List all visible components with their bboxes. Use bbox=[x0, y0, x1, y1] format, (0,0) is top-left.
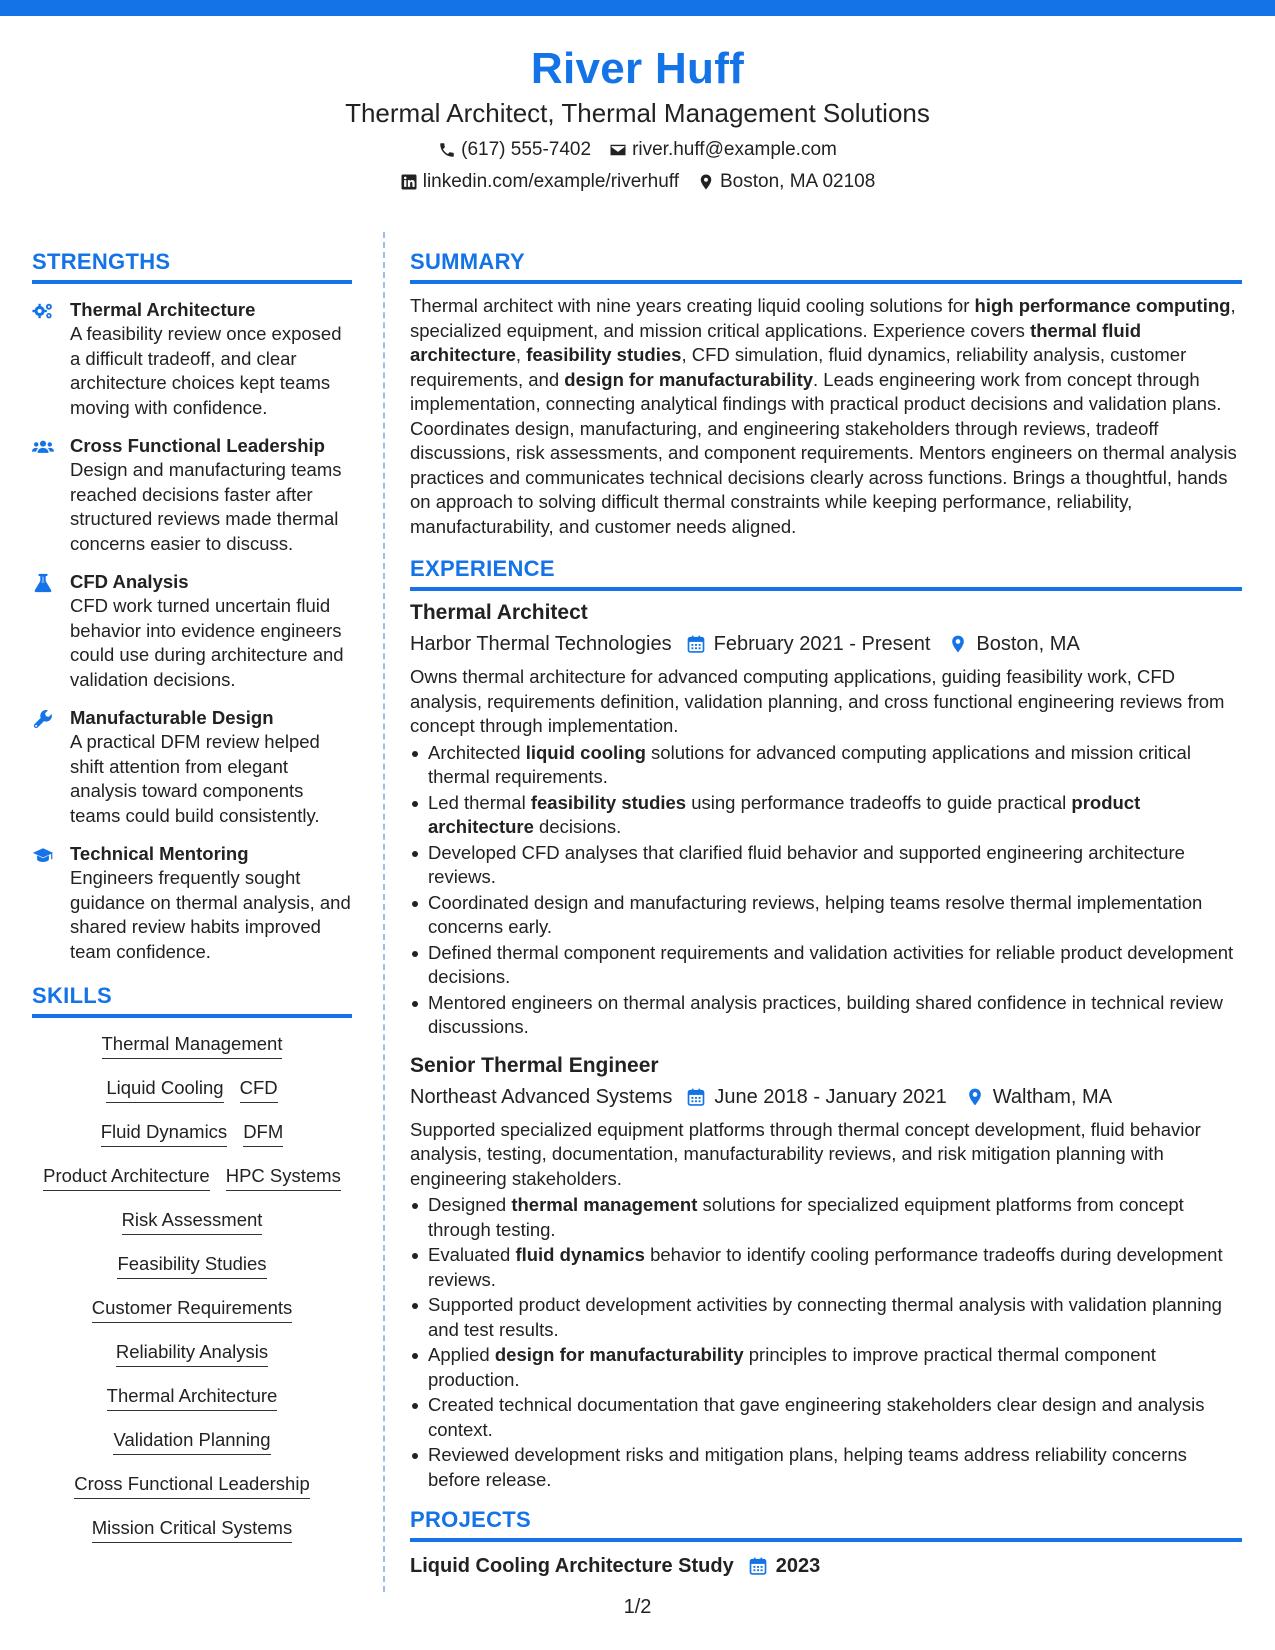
strength-body bbox=[70, 298, 352, 420]
strength-item bbox=[32, 434, 352, 556]
skill-tag: Thermal Architecture bbox=[107, 1384, 278, 1411]
bullet-item: Led thermal feasibility studies using performance tradeoffs to guide practical product architecture decisions. bbox=[410, 791, 1242, 840]
job-bullets bbox=[410, 1193, 1242, 1492]
skill-tag: Mission Critical Systems bbox=[92, 1516, 292, 1543]
bullet-bold: thermal management bbox=[511, 1194, 698, 1215]
job-dates bbox=[686, 629, 931, 659]
calendar-icon bbox=[686, 634, 706, 654]
summary-bold: design for manufacturability bbox=[564, 368, 814, 390]
project-year: 2023 bbox=[775, 1555, 821, 1577]
column-divider bbox=[383, 232, 385, 1592]
strength-desc: Design and manufacturing teams reached decisions faster after structured reviews made thermal concerns easier to discuss. bbox=[70, 459, 342, 554]
skill-row bbox=[32, 1384, 352, 1411]
summary-text: Thermal architect with nine years creating liquid cooling solutions for high performance computing, specialized equipment, and mission critical applications. Experience covers thermal fluid architecture, feasibility studies, CFD simulation, fluid dynamics, reliability analysis, customer requirements, and design for manufacturability. Leads engineering work from concept through implementation, connecting analytical findings with practical product decisions and validation plans. Coordinates design, manufacturing, and engineering stakeholders through reviews, tradeoff discussions, risk assessments, and component requirements. Mentors engineers on thermal analysis practices and communicates technical decisions clearly across functions. Brings a thoughtful, hands on approach to solving difficult thermal constraints while keeping performance, reliability, manufacturability, and customer needs aligned. bbox=[410, 295, 1237, 537]
strength-body bbox=[70, 434, 352, 556]
projects-heading: PROJECTS bbox=[410, 1506, 1242, 1542]
bullet-bold: design for manufacturability bbox=[494, 1344, 744, 1365]
job-entry bbox=[410, 1052, 1242, 1493]
project-entry bbox=[410, 1552, 1242, 1580]
users-icon bbox=[32, 434, 70, 556]
linkedin-contact[interactable] bbox=[400, 170, 679, 194]
skill-tag: CFD bbox=[240, 1076, 278, 1103]
candidate-name: River Huff bbox=[530, 44, 745, 93]
summary-bold: thermal fluid architecture bbox=[410, 319, 1142, 365]
bullet-item: Developed CFD analyses that clarified fluid behavior and supported engineering architecture reviews. bbox=[410, 841, 1242, 890]
location-contact bbox=[697, 170, 875, 194]
job-location-text: Boston, MA bbox=[976, 633, 1080, 655]
skill-tag: DFM bbox=[243, 1120, 283, 1147]
strength-item bbox=[32, 570, 352, 692]
bullet-item: Evaluated fluid dynamics behavior to identify cooling performance tradeoffs during development reviews. bbox=[410, 1243, 1242, 1292]
strength-desc: A practical DFM review helped shift attention from elegant analysis toward components teams could build consistently. bbox=[70, 731, 320, 826]
job-dates-text: February 2021 - Present bbox=[713, 633, 931, 655]
job-meta bbox=[410, 1082, 1242, 1112]
skill-tag: HPC Systems bbox=[226, 1164, 341, 1191]
bullet-bold: liquid cooling bbox=[525, 741, 646, 763]
email-text[interactable]: river.huff@example.com bbox=[632, 139, 837, 160]
job-description: Supported specialized equipment platforms through thermal concept development, fluid behavior analysis, testing, documentation, manufacturability reviews, and risk mitigation planning with engineering stakeholders. bbox=[410, 1118, 1201, 1189]
skill-row bbox=[32, 1428, 352, 1455]
page-number: 1/2 bbox=[623, 1596, 652, 1618]
skills-heading: SKILLS bbox=[32, 982, 352, 1018]
wrench-icon bbox=[32, 706, 70, 828]
bullet-item: Defined thermal component requirements and validation activities for reliable product development decisions. bbox=[410, 941, 1242, 990]
job-title: Senior Thermal Engineer bbox=[410, 1053, 659, 1077]
job-entry bbox=[410, 599, 1242, 1040]
resume-header bbox=[0, 44, 1275, 194]
bullet-item: Architected liquid cooling solutions for advanced computing applications and mission critical thermal requirements. bbox=[410, 741, 1242, 790]
strength-desc: A feasibility review once exposed a difficult tradeoff, and clear architecture choices kept teams moving with confidence. bbox=[70, 323, 342, 418]
skill-tag: Fluid Dynamics bbox=[101, 1120, 227, 1147]
summary-bold: feasibility studies bbox=[526, 344, 682, 365]
skill-row bbox=[32, 1120, 352, 1147]
skill-tag: Liquid Cooling bbox=[106, 1076, 223, 1103]
job-description: Owns thermal architecture for advanced computing applications, guiding feasibility work, CFD analysis, requirements definition, validation planning, and cross functional engineering reviews from concept through implementation. bbox=[410, 666, 1225, 736]
project-title: Liquid Cooling Architecture Study bbox=[410, 1555, 734, 1577]
linkedin-icon bbox=[400, 173, 418, 191]
strengths-heading: STRENGTHS bbox=[32, 248, 352, 284]
strengths-list bbox=[32, 298, 352, 964]
summary-heading: SUMMARY bbox=[410, 248, 1242, 284]
job-title: Thermal Architect bbox=[410, 601, 588, 624]
left-column bbox=[32, 248, 352, 1560]
skill-row bbox=[32, 1208, 352, 1235]
map-pin-icon bbox=[697, 173, 715, 191]
strength-body bbox=[70, 706, 352, 828]
skill-row bbox=[32, 1076, 352, 1103]
skill-row bbox=[32, 1340, 352, 1367]
skill-row bbox=[32, 1516, 352, 1543]
phone-icon bbox=[438, 141, 456, 159]
bullet-item: Created technical documentation that gave engineering stakeholders clear design and analysis context. bbox=[410, 1393, 1242, 1442]
candidate-title: Thermal Architect, Thermal Management Solutions bbox=[345, 98, 930, 128]
skill-row bbox=[32, 1472, 352, 1499]
skill-tag: Risk Assessment bbox=[122, 1208, 263, 1235]
skill-tag: Customer Requirements bbox=[92, 1296, 293, 1323]
job-dates-text: June 2018 - January 2021 bbox=[714, 1085, 947, 1108]
skill-row bbox=[32, 1164, 352, 1191]
flask-icon bbox=[32, 570, 70, 692]
gears-icon bbox=[32, 298, 70, 420]
skill-tag: Reliability Analysis bbox=[116, 1340, 268, 1367]
bullet-item: Mentored engineers on thermal analysis practices, building shared confidence in technical review discussions. bbox=[410, 991, 1242, 1040]
company-name: Harbor Thermal Technologies bbox=[410, 633, 672, 655]
skill-tag: Cross Functional Leadership bbox=[74, 1472, 310, 1499]
bullet-bold: feasibility studies bbox=[530, 791, 687, 813]
strength-body bbox=[70, 570, 352, 692]
strength-item bbox=[32, 706, 352, 828]
strength-item bbox=[32, 842, 352, 964]
bullet-item: Designed thermal management solutions for specialized equipment platforms from concept through testing. bbox=[410, 1193, 1242, 1242]
skill-row bbox=[32, 1296, 352, 1323]
calendar-icon bbox=[686, 1087, 706, 1107]
job-location-text: Waltham, MA bbox=[992, 1085, 1113, 1108]
job-bullets bbox=[410, 741, 1242, 1040]
job-location bbox=[948, 629, 1079, 659]
job-dates bbox=[686, 1082, 946, 1112]
company-name: Northeast Advanced Systems bbox=[410, 1085, 673, 1108]
graduation-cap-icon bbox=[32, 842, 70, 964]
map-pin-icon bbox=[948, 634, 968, 654]
skill-row bbox=[32, 1252, 352, 1279]
email-contact[interactable] bbox=[609, 138, 837, 162]
contact-row-2 bbox=[0, 170, 1275, 194]
bullet-item: Coordinated design and manufacturing reviews, helping teams resolve thermal implementation concerns early. bbox=[410, 891, 1242, 940]
phone-contact bbox=[438, 138, 591, 162]
linkedin-text[interactable]: linkedin.com/example/riverhuff bbox=[422, 171, 679, 192]
bullet-item: Applied design for manufacturability principles to improve practical thermal component production. bbox=[410, 1343, 1242, 1392]
location-text: Boston, MA 02108 bbox=[720, 171, 876, 192]
strength-item bbox=[32, 298, 352, 420]
contact-row-1 bbox=[0, 138, 1275, 162]
map-pin-icon bbox=[965, 1087, 985, 1107]
summary-bold: high performance computing bbox=[974, 295, 1231, 316]
skill-row bbox=[32, 1032, 352, 1059]
strength-desc: CFD work turned uncertain fluid behavior into evidence engineers could use during architecture and validation decisions. bbox=[70, 595, 344, 690]
strength-title: Cross Functional Leadership bbox=[70, 435, 325, 456]
calendar-icon bbox=[748, 1556, 768, 1576]
strength-title: Thermal Architecture bbox=[70, 299, 256, 320]
skill-tag: Product Architecture bbox=[43, 1164, 210, 1191]
top-accent-bar bbox=[0, 0, 1275, 16]
strength-body bbox=[70, 842, 352, 964]
right-column bbox=[410, 248, 1242, 1580]
strength-title: Technical Mentoring bbox=[70, 843, 249, 864]
strength-title: Manufacturable Design bbox=[70, 707, 274, 728]
strength-desc: Engineers frequently sought guidance on thermal analysis, and shared review habits improved team confidence. bbox=[70, 867, 351, 962]
job-location bbox=[965, 1082, 1112, 1112]
experience-list bbox=[410, 599, 1242, 1492]
skill-tag: Validation Planning bbox=[113, 1428, 270, 1455]
bullet-item: Supported product development activities by connecting thermal analysis with validation planning and test results. bbox=[410, 1293, 1242, 1342]
phone-text: (617) 555-7402 bbox=[461, 139, 592, 160]
skill-tag: Feasibility Studies bbox=[117, 1252, 266, 1279]
strength-title: CFD Analysis bbox=[70, 571, 189, 592]
bullet-item: Reviewed development risks and mitigation plans, helping teams address reliability concerns before release. bbox=[410, 1443, 1242, 1492]
experience-heading: EXPERIENCE bbox=[410, 555, 1242, 591]
skills-list bbox=[32, 1032, 352, 1543]
bullet-bold: product architecture bbox=[428, 791, 1141, 837]
projects-list bbox=[410, 1552, 1242, 1580]
job-meta bbox=[410, 629, 1242, 659]
skill-tag: Thermal Management bbox=[102, 1032, 283, 1059]
envelope-icon bbox=[609, 141, 627, 159]
bullet-bold: fluid dynamics bbox=[515, 1244, 645, 1265]
project-date bbox=[748, 1552, 821, 1580]
